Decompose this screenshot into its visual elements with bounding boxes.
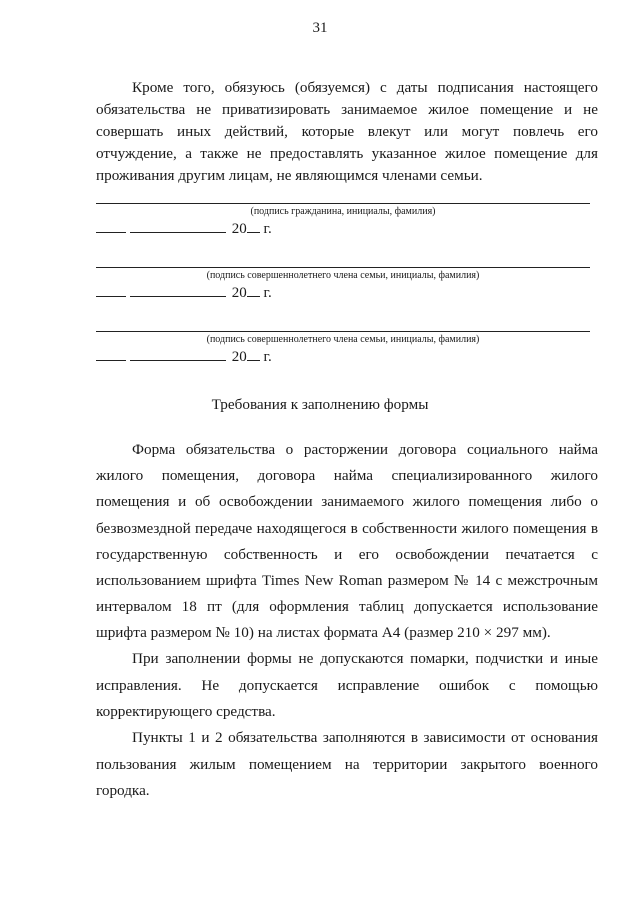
year-prefix: 20: [231, 349, 247, 365]
year-prefix: 20: [231, 221, 247, 237]
signature-caption-family-member-1: (подпись совершеннолетнего члена семьи, инициалы, фамилия): [206, 270, 480, 281]
blank-month: [130, 282, 226, 297]
blank-month: [130, 218, 226, 233]
year-suffix: г.: [263, 221, 272, 237]
page-number: 31: [312, 20, 328, 36]
blank-day: [96, 218, 126, 233]
signature-caption-family-member-2: (подпись совершеннолетнего члена семьи, инициалы, фамилия): [206, 334, 480, 345]
signature-date-family-member-2: [96, 346, 272, 364]
blank-day: [96, 282, 126, 297]
blank-year: [247, 282, 260, 297]
requirements-paragraph-items: Пункты 1 и 2 обязательства заполняются в зависимости от основания пользования жилым помещением на территории закрытого военного городка.: [96, 729, 598, 799]
signature-caption-citizen: (подпись гражданина, инициалы, фамилия): [250, 206, 436, 217]
blank-year: [247, 218, 260, 233]
signature-line-citizen: [96, 203, 590, 204]
signature-line-family-member-1: [96, 267, 590, 268]
blank-day: [96, 346, 126, 361]
year-prefix: 20: [231, 285, 247, 301]
year-suffix: г.: [263, 285, 272, 301]
signature-date-citizen: [96, 218, 272, 236]
intro-paragraph: Кроме того, обязуюсь (обязуемся) с даты подписания настоящего обязательства не приватизировать занимаемое жилое помещение и не совершать иных действий, которые влекут или могут повлечь его отчуждение, а также не предоставлять указанное жилое помещение для проживания другим лицам, не являющимся членами семьи.: [96, 79, 598, 184]
signature-line-family-member-2: [96, 331, 590, 332]
blank-month: [130, 346, 226, 361]
requirements-title: Требования к заполнению формы: [211, 396, 429, 413]
year-suffix: г.: [263, 349, 272, 365]
requirements-paragraph-format: Форма обязательства о расторжении договора социального найма жилого помещения, договора найма специализированного жилого помещения и об освобождении занимаемого жилого помещения либо о безвозмездной передаче находящегося в собственности жилого помещения в государственную собственность и его освобождении печатается с использованием шрифта Times New Roman размером № 14 с межстрочным интервалом 18 пт (для оформления таблиц допускается использование шрифта размером № 10) на листах формата А4 (размер 210 × 297 мм).: [96, 441, 598, 642]
signature-date-family-member-1: [96, 282, 272, 300]
requirements-paragraph-corrections: При заполнении формы не допускаются помарки, подчистки и иные исправления. Не допускается исправление ошибок с помощью корректирующего средства.: [96, 650, 598, 720]
blank-year: [247, 346, 260, 361]
